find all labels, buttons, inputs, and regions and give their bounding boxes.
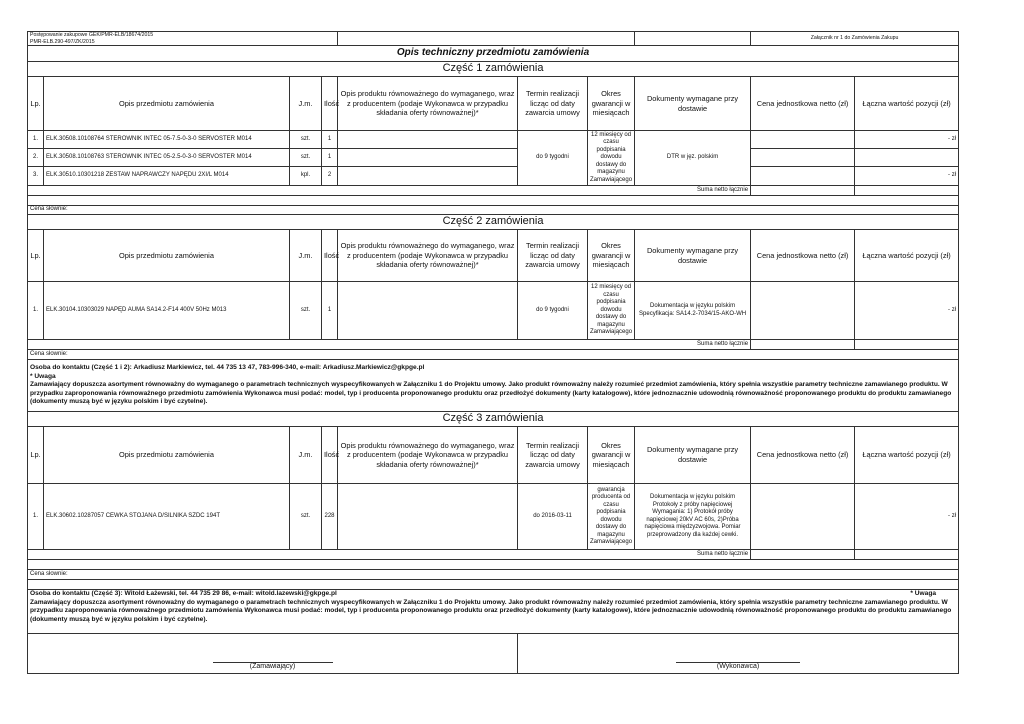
row-lp: 2. [28,149,44,167]
col-rownowazny: Opis produktu równoważnego do wymaganego, wraz z producentem (podaje Wykonawca w przypadku składania oferty równoważnej)* [338,427,518,484]
part-1-title: Część 1 zamówienia [28,62,959,77]
table-row [28,484,959,550]
part-2-sum-blank [855,340,959,350]
row-ilosc: 2 [322,167,338,186]
column-header-row [28,77,959,131]
row-rownowazny-input[interactable] [338,131,518,149]
col-cena: Cena jednostkowa netto (zł) [751,230,855,282]
row-laczna: - zł [855,131,959,149]
part-3-sum-label: Suma netto łącznie [28,550,751,560]
part-2-okres: 12 miesięcy od czasu podpisania dowodu dostawy do magazynu Zamawiającego [588,282,635,340]
col-ilosc: Ilość [322,77,338,131]
row-ilosc: 228 [322,484,338,550]
row-laczna-empty [855,149,959,167]
col-ilosc: Ilość [322,427,338,484]
col-opis: Opis przedmiotu zamówienia [44,230,290,282]
procurement-reference-line2: PMR-ELB.290-497/ZK/2015 [30,38,95,45]
col-lp: Lp. [28,230,44,282]
col-cena: Cena jednostkowa netto (zł) [751,427,855,484]
blank-header-cell [635,32,751,46]
col-jm: J.m. [290,427,322,484]
contact-parts-1-2: Osoba do kontaktu (Część 1 i 2): Arkadiusz Markiewicz, tel. 44 735 13 47, 783-996-340, e-mail: Arkadiusz.Markiewicz@gkpge.pl [30,364,425,372]
col-okres: Okres gwarancji w miesiącach [588,230,635,282]
part-3-sum-blank [855,550,959,560]
col-termin: Termin realizacji licząc od daty zawarcia umowy [518,427,588,484]
part-2-termin: do 9 tygodni [518,282,588,340]
col-dokumenty: Dokumenty wymagane przy dostawie [635,427,751,484]
col-lp: Lp. [28,427,44,484]
document-title: Opis techniczny przedmiotu zamówienia [28,46,959,62]
contact-part-3: Osoba do kontaktu (Część 3): Witold Łażewski, tel. 44 735 29 86, e-mail: witold.lazewski@gkpge.pl [30,590,337,597]
part-1-sum-blank [855,186,959,196]
part-3-okres: gwarancja producenta od czasu podpisania dowodu dostawy do magazynu Zamawiającego [588,484,635,550]
col-laczna: Łączna wartość pozycji (zł) [855,77,959,131]
row-cena-input[interactable] [751,167,855,186]
row-laczna: - zł [855,167,959,186]
spacer-row [28,560,959,570]
equivalent-product-note: Zamawiający dopuszcza asortyment równoważny do wymaganego o parametrach technicznych wyspecyfikowanych w Załączniku 1 do Projektu umowy. Jako produkt równoważny należy rozumieć przedmiot zamówienia, który spełnia wszystkie parametry techniczne zamawianego produktu. W przypadku zaproponowania równoważnego przedmiotu zamówienia Wykonawca musi podać: model, typ i producenta proponowanego produktu oraz przedłożyć dokumenty (karty katalogowe), które jednoznacznie udowodnią równoważność proponowanego produktu do produktu zamawianego (dokumenty muszą być w języku polskim i być czytelne). [30,598,952,623]
column-header-row [28,230,959,282]
specification-table [27,31,959,674]
col-rownowazny: Opis produktu równoważnego do wymaganego, wraz z producentem (podaje Wykonawca w przypadku składania oferty równoważnej)* [338,230,518,282]
contact-part-3-line [30,590,956,599]
col-jm: J.m. [290,77,322,131]
table-row [28,282,959,340]
part-2-sum-label: Suma netto łącznie [28,340,751,350]
col-jm: J.m. [290,230,322,282]
table-row [28,131,959,149]
column-header-row [28,427,959,484]
row-opis: ELK.30104.10303029 NAPĘD AUMA SA14.2-F14 400V 50Hz M013 [44,282,290,340]
table-row [28,149,959,167]
part-1-sum-label: Suma netto łącznie [28,186,751,196]
part-2-title: Część 2 zamówienia [28,215,959,230]
note-heading: * Uwaga [910,590,937,597]
note-heading: * Uwaga [30,372,56,380]
row-jm: szt. [290,149,322,167]
row-rownowazny-input[interactable] [338,167,518,186]
row-cena-input[interactable] [751,149,855,167]
blank-header-cell [338,32,635,46]
signature-contractor [518,634,959,674]
signature-label-wykonawca: (Wykonawca) [716,663,760,671]
row-lp: 1. [28,484,44,550]
col-dokumenty: Dokumenty wymagane przy dostawie [635,230,751,282]
col-ilosc: Ilość [322,230,338,282]
part-2-dokumenty: Dokumentacja w języku polskim Specyfikacja: SA14.2-7034/15-AKO-WH [635,282,751,340]
spacer-row [28,580,959,590]
row-jm: szt. [290,484,322,550]
procurement-reference [28,32,338,46]
row-cena-input[interactable] [751,282,855,340]
row-rownowazny-input[interactable] [338,484,518,550]
row-lp: 1. [28,131,44,149]
col-dokumenty: Dokumenty wymagane przy dostawie [635,77,751,131]
contact-note-block [28,360,959,412]
row-cena-input[interactable] [751,131,855,149]
col-okres: Okres gwarancji w miesiącach [588,77,635,131]
part-3-termin: do 2016-03-11 [518,484,588,550]
row-cena-input[interactable] [751,484,855,550]
col-termin: Termin realizacji licząc od daty zawarcia umowy [518,230,588,282]
part-1-dokumenty: DTR w jęz. polskim [635,131,751,186]
row-lp: 3. [28,167,44,186]
row-ilosc: 1 [322,131,338,149]
procurement-reference-line1: Postępowanie zakupowe GEK/PMR-ELB/18674/2015 [30,32,154,38]
signature-ordering-party [28,634,518,674]
row-opis: ELK.30602.10287057 CEWKA STOJANA D/SILNIKA SZDC 194T [44,484,290,550]
part-3-dokumenty: Dokumentacja w języku polskim Protokoły z próby napięciowej Wymagania: 1) Protokół próby napięciowej 20kV AC 60s, 2)Próba napięciowa międzyzwojowa. Pomiar przeprowadzony dla każdej cewki. [635,484,751,550]
row-laczna: - zł [855,282,959,340]
row-rownowazny-input[interactable] [338,282,518,340]
part-1-termin: do 9 tygodni [518,131,588,186]
contact-note-block-3 [28,590,959,634]
col-termin: Termin realizacji licząc od daty zawarcia umowy [518,77,588,131]
spacer-row [28,196,959,206]
row-jm: szt. [290,282,322,340]
col-cena: Cena jednostkowa netto (zł) [751,77,855,131]
table-row [28,167,959,186]
part-1-price-in-words: Cena słownie: [28,206,959,215]
row-laczna: - zł [855,484,959,550]
attachment-label: Załącznik nr 1 do Zamówienia Zakupu [751,32,959,46]
order-specification-sheet [27,31,958,674]
col-laczna: Łączna wartość pozycji (zł) [855,230,959,282]
row-rownowazny-input[interactable] [338,149,518,167]
row-ilosc: 1 [322,282,338,340]
part-3-title: Część 3 zamówienia [28,412,959,427]
part-2-price-in-words: Cena słownie: [28,350,959,360]
col-rownowazny: Opis produktu równoważnego do wymaganego, wraz z producentem (podaje Wykonawca w przypadku składania oferty równoważnej)* [338,77,518,131]
part-1-okres: 12 miesięcy od czasu podpisania dowodu dostawy do magazynu Zamawiającego [588,131,635,186]
row-jm: szt. [290,131,322,149]
row-opis: ELK.30510.10301218 ZESTAW NAPRAWCZY NAPĘDU 2XI/L M014 [44,167,290,186]
row-opis: ELK.30508.10108763 STEROWNIK INTEC 05-2.5-0-3-0 SERVOSTER M014 [44,149,290,167]
signature-label-zamawiajacy: (Zamawiający) [249,663,296,671]
part-3-sum-value [751,550,855,560]
col-opis: Opis przedmiotu zamówienia [44,77,290,131]
part-2-sum-value [751,340,855,350]
equivalent-product-note: Zamawiający dopuszcza asortyment równoważny do wymaganego o parametrach technicznych wyspecyfikowanych w Załączniku 1 do Projektu umowy. Jako produkt równoważny należy rozumieć przedmiot zamówienia, który spełnia wszystkie parametry techniczne zamawianego produktu. W przypadku zaproponowania równoważnego przedmiotu zamówienia Wykonawca musi podać: model, typ i producenta proponowanego produktu oraz przedłożyć dokumenty (karty katalogowe), które jednoznacznie udowodnią równoważność proponowanego produktu do produktu zamawianego (dokumenty muszą być w języku polskim i być czytelne). [30,381,952,406]
row-lp: 1. [28,282,44,340]
row-ilosc: 1 [322,149,338,167]
col-lp: Lp. [28,77,44,131]
row-opis: ELK.30508.10108764 STEROWNIK INTEC 05-7.5-0-3-0 SERVOSTER M014 [44,131,290,149]
part-3-price-in-words: Cena słownie: [28,570,959,580]
part-1-sum-value [751,186,855,196]
col-okres: Okres gwarancji w miesiącach [588,427,635,484]
col-laczna: Łączna wartość pozycji (zł) [855,427,959,484]
col-opis: Opis przedmiotu zamówienia [44,427,290,484]
row-jm: kpl. [290,167,322,186]
